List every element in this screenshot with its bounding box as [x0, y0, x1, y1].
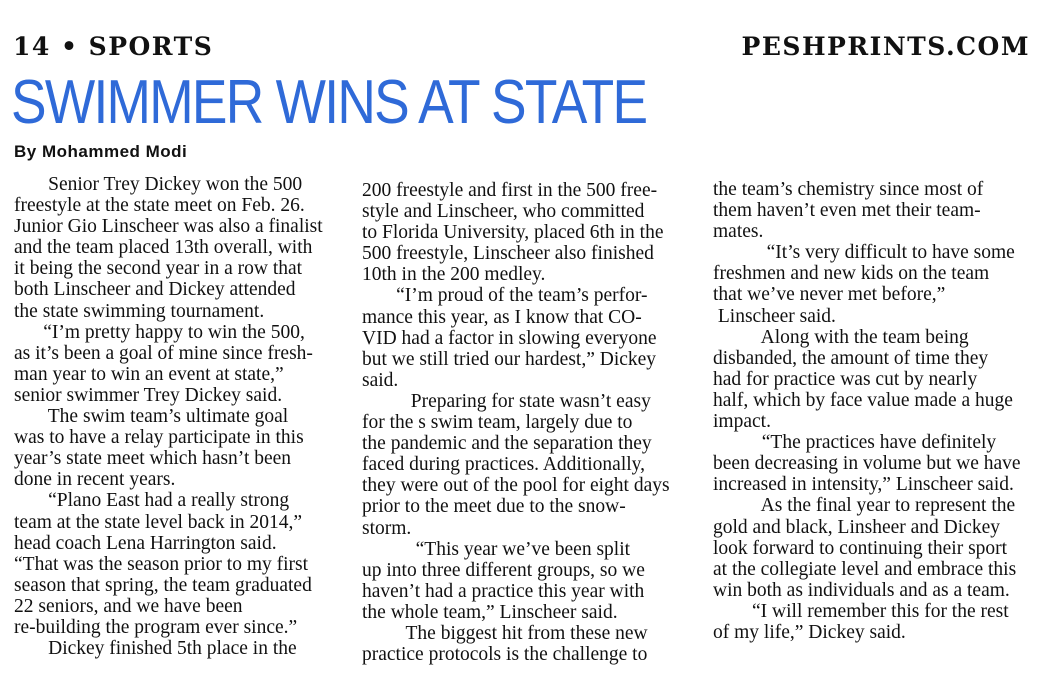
article-text-line: said. — [362, 369, 399, 391]
article-text-line: half, which by face value made a huge — [713, 389, 1013, 411]
article-text-line: style and Linscheer, who committed — [362, 201, 645, 223]
article-text-line: them haven’t even met their team- — [713, 200, 981, 222]
article-text-line: Along with the team being — [713, 326, 969, 348]
article-text-line: 22 seniors, and we have been — [14, 595, 243, 617]
article-text-line: Senior Trey Dickey won the 500 — [14, 174, 303, 195]
site-name: PESHPRINTS.COM — [741, 32, 1030, 61]
article-text-line: practice protocols is the challenge to — [362, 644, 648, 666]
article-text-line: The biggest hit from these new — [362, 622, 648, 644]
article-text-line: for the s swim team, largely due to — [362, 412, 633, 434]
article-text-line: man year to win an event at state,” — [14, 363, 284, 385]
article-column-1 — [14, 174, 323, 659]
article-text-line: the team’s chemistry since most of — [713, 179, 984, 200]
article-text-line: “I’m pretty happy to win the 500, — [14, 321, 305, 343]
headline: SWIMMER WINS AT STATE — [11, 68, 647, 137]
article-text-line: disbanded, the amount of time they — [713, 347, 989, 369]
article-text-line: was to have a relay participate in this — [14, 427, 304, 449]
article-text-line: 10th in the 200 medley. — [362, 264, 546, 286]
article-text-line: senior swimmer Trey Dickey said. — [14, 384, 283, 406]
article-text-line: As the final year to represent the — [713, 495, 1016, 517]
article-text-line: gold and black, Linsheer and Dickey — [713, 516, 1000, 538]
article-text-line: impact. — [713, 411, 771, 433]
article-text-line: increased in intensity,” Linscheer said. — [713, 474, 1014, 496]
article-text-line: both Linscheer and Dickey attended — [14, 279, 296, 301]
article-text-line: team at the state level back in 2014,” — [14, 511, 303, 533]
article-text-line: been decreasing in volume but we have — [713, 453, 1021, 475]
article-text-line: win both as individuals and as a team. — [713, 579, 1010, 601]
article-text-line: up into three different groups, so we — [362, 559, 645, 581]
article-text-line: “The practices have definitely — [713, 432, 997, 454]
article-text-line: Junior Gio Linscheer was also a finalist — [14, 216, 323, 238]
article-text-line: Dickey finished 5th place in the — [14, 638, 297, 660]
article-text-line: done in recent years. — [14, 469, 176, 491]
article-text-line: faced during practices. Additionally, — [362, 454, 646, 476]
article-text-line: of my life,” Dickey said. — [713, 621, 906, 643]
article-text-line: Preparing for state wasn’t easy — [362, 390, 651, 412]
section-label: 14 • SPORTS — [13, 32, 214, 61]
article-text-line: mance this year, as I know that CO- — [362, 306, 642, 328]
article-text-line: they were out of the pool for eight days — [362, 475, 670, 497]
article-text-line: re-building the program ever since.” — [14, 616, 298, 638]
article-text-line: storm. — [362, 517, 412, 539]
byline: By Mohammed Modi — [14, 142, 188, 161]
article-text-line: the state swimming tournament. — [14, 300, 265, 322]
article-text-line: VID had a factor in slowing everyone — [362, 327, 657, 349]
article-text-line: look forward to continuing their sport — [713, 537, 1008, 559]
article-text-line: and the team placed 13th overall, with — [14, 237, 313, 259]
article-text-line: to Florida University, placed 6th in the — [362, 222, 664, 244]
article-text-line: “This year we’ve been split — [362, 538, 631, 560]
article-text-line: freestyle at the state meet on Feb. 26. — [14, 195, 305, 217]
article-text-line: prior to the meet due to the snow- — [362, 496, 626, 518]
article-text-line: season that spring, the team graduated — [14, 574, 312, 596]
article-text-line: year’s state meet which hasn’t been — [14, 448, 292, 470]
article-column-2 — [362, 180, 670, 665]
article-text-line: had for practice was cut by nearly — [713, 368, 978, 390]
article-text-line: mates. — [713, 221, 764, 243]
article-text-line: haven’t had a practice this year with — [362, 580, 645, 602]
article-text-line: 200 freestyle and first in the 500 free- — [362, 180, 658, 201]
article-text-line: that we’ve never met before,” — [713, 284, 946, 306]
article-text-line: the pandemic and the separation they — [362, 433, 652, 455]
article-text-line: “Plano East had a really strong — [14, 490, 290, 512]
article-text-line: at the collegiate level and embrace this — [713, 558, 1017, 580]
article-text-line: “I’m proud of the team’s perfor- — [362, 285, 648, 307]
article-text-line: Linscheer said. — [713, 305, 836, 327]
article-text-line: 500 freestyle, Linscheer also finished — [362, 243, 654, 265]
article-text-line: as it’s been a goal of mine since fresh- — [14, 342, 313, 364]
article-text-line: “It’s very difficult to have some — [713, 242, 1015, 264]
article-text-line: it being the second year in a row that — [14, 258, 303, 280]
article-text-line: but we still tried our hardest,” Dickey — [362, 348, 657, 370]
article-text-line: “That was the season prior to my first — [14, 553, 309, 575]
article-text-line: head coach Lena Harrington said. — [14, 532, 277, 554]
article-text-line: the whole team,” Linscheer said. — [362, 601, 618, 623]
article-text-line: freshmen and new kids on the team — [713, 263, 990, 285]
article-column-3 — [713, 179, 1021, 643]
article-text-line: “I will remember this for the rest — [713, 600, 1009, 622]
article-text-line: The swim team’s ultimate goal — [14, 406, 289, 428]
